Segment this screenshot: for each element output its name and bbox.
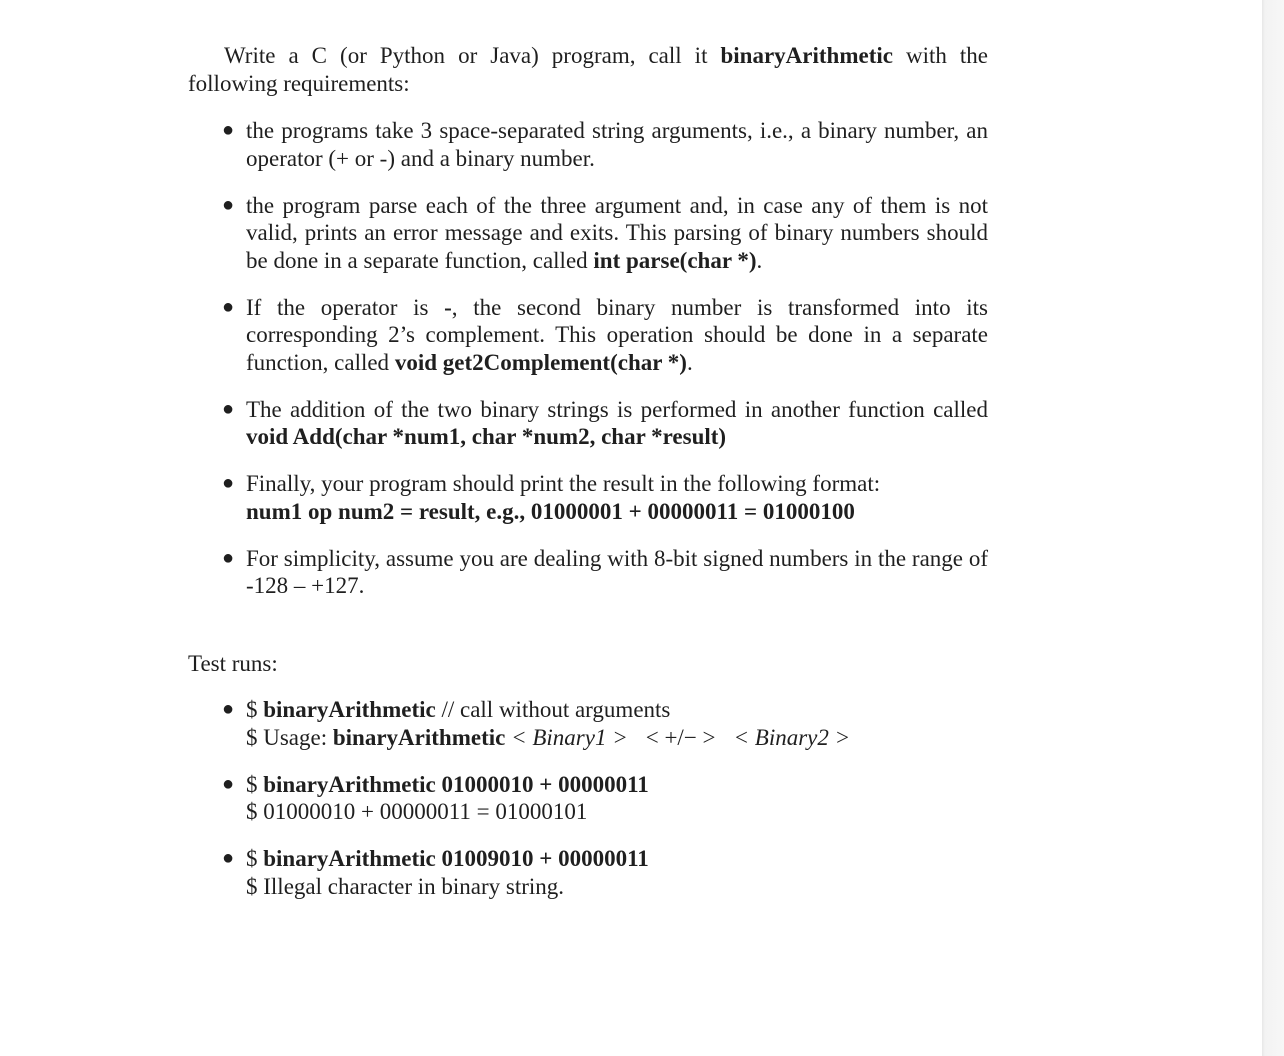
command-comment: // call without arguments [435, 697, 671, 722]
usage-arg: < Binary1 > [511, 724, 628, 750]
requirement-text: the program parse each of the three argument and, in case any of them is not valid, prints an error message and exits. This parsing of binary numbers should be done in a separate function, called [246, 192, 988, 273]
bullet-icon: ● [222, 193, 235, 216]
requirement-text: . [756, 247, 763, 273]
command: binaryArithmetic 01009010 + 00000011 [263, 846, 649, 871]
bullet-icon: ● [222, 472, 235, 494]
test-runs-title: Test runs: [188, 650, 278, 676]
document-content [188, 42, 988, 920]
intro-text-end: with the following requirements: [188, 43, 988, 96]
output-line [246, 724, 988, 752]
bullet-icon: ● [222, 546, 235, 569]
function-signature: int parse(char *) [593, 247, 757, 273]
prompt: $ [246, 846, 264, 871]
output-format: num1 op num2 = result, e.g., 01000001 + 00000011 = 01000100 [246, 498, 855, 524]
list-item [188, 696, 988, 751]
list-item [188, 470, 988, 525]
requirement-text: Finally, your program should print the result in the following format: [246, 471, 881, 496]
requirement-text: The addition of the two binary strings is performed in another function called [246, 396, 988, 422]
list-item [188, 117, 988, 172]
function-signature: void Add(char *num1, char *num2, char *result) [246, 424, 727, 449]
intro-paragraph [188, 42, 988, 97]
intro-text-start: Write a C (or Python or Java) program, call it [224, 43, 721, 68]
bullet-icon: ● [222, 698, 235, 720]
list-item [188, 771, 988, 826]
requirement-text: , the second binary number is transformed into its corresponding 2’s complement. This operation should be done in a separate function, called [246, 294, 988, 375]
program-name: binaryArithmetic [720, 43, 893, 68]
prompt: $ [246, 771, 264, 797]
page-edge [1262, 0, 1284, 1056]
list-item [188, 845, 988, 900]
test-runs-list [188, 696, 988, 900]
bullet-icon: ● [222, 119, 235, 141]
list-item [188, 396, 988, 451]
bullet-icon: ● [222, 295, 235, 318]
usage-arg: < +/− > [645, 724, 716, 750]
function-signature: void get2Complement(char *) [394, 349, 687, 375]
output-line: $ 01000010 + 00000011 = 01000101 [246, 799, 588, 824]
requirement-text: the programs take 3 space-separated string arguments, i.e., a binary number, an operator (+ or -) and a binary number. [246, 118, 988, 171]
list-item [188, 545, 988, 600]
list-item [188, 294, 988, 377]
requirement-text: . [686, 349, 693, 375]
operator-symbol: - [444, 294, 452, 320]
prompt: $ [246, 697, 264, 722]
output-line: $ Illegal character in binary string. [246, 873, 565, 899]
command: binaryArithmetic 01000010 + 00000011 [263, 771, 649, 797]
list-item [188, 192, 988, 275]
requirement-text: For simplicity, assume you are dealing with 8-bit signed numbers in the range of -128 – +127. [246, 545, 988, 598]
usage-arg: < Binary2 > [733, 724, 851, 750]
usage-label: $ Usage: [246, 724, 333, 750]
command-line [246, 696, 988, 724]
bullet-icon: ● [222, 772, 235, 795]
command: binaryArithmetic [263, 697, 436, 722]
bullet-icon: ● [222, 397, 235, 420]
command-line [246, 845, 988, 873]
command-line [246, 771, 988, 799]
command: binaryArithmetic [332, 724, 506, 750]
requirement-text: If the operator is [246, 294, 445, 320]
requirements-list [188, 117, 988, 600]
bullet-icon: ● [222, 847, 235, 869]
